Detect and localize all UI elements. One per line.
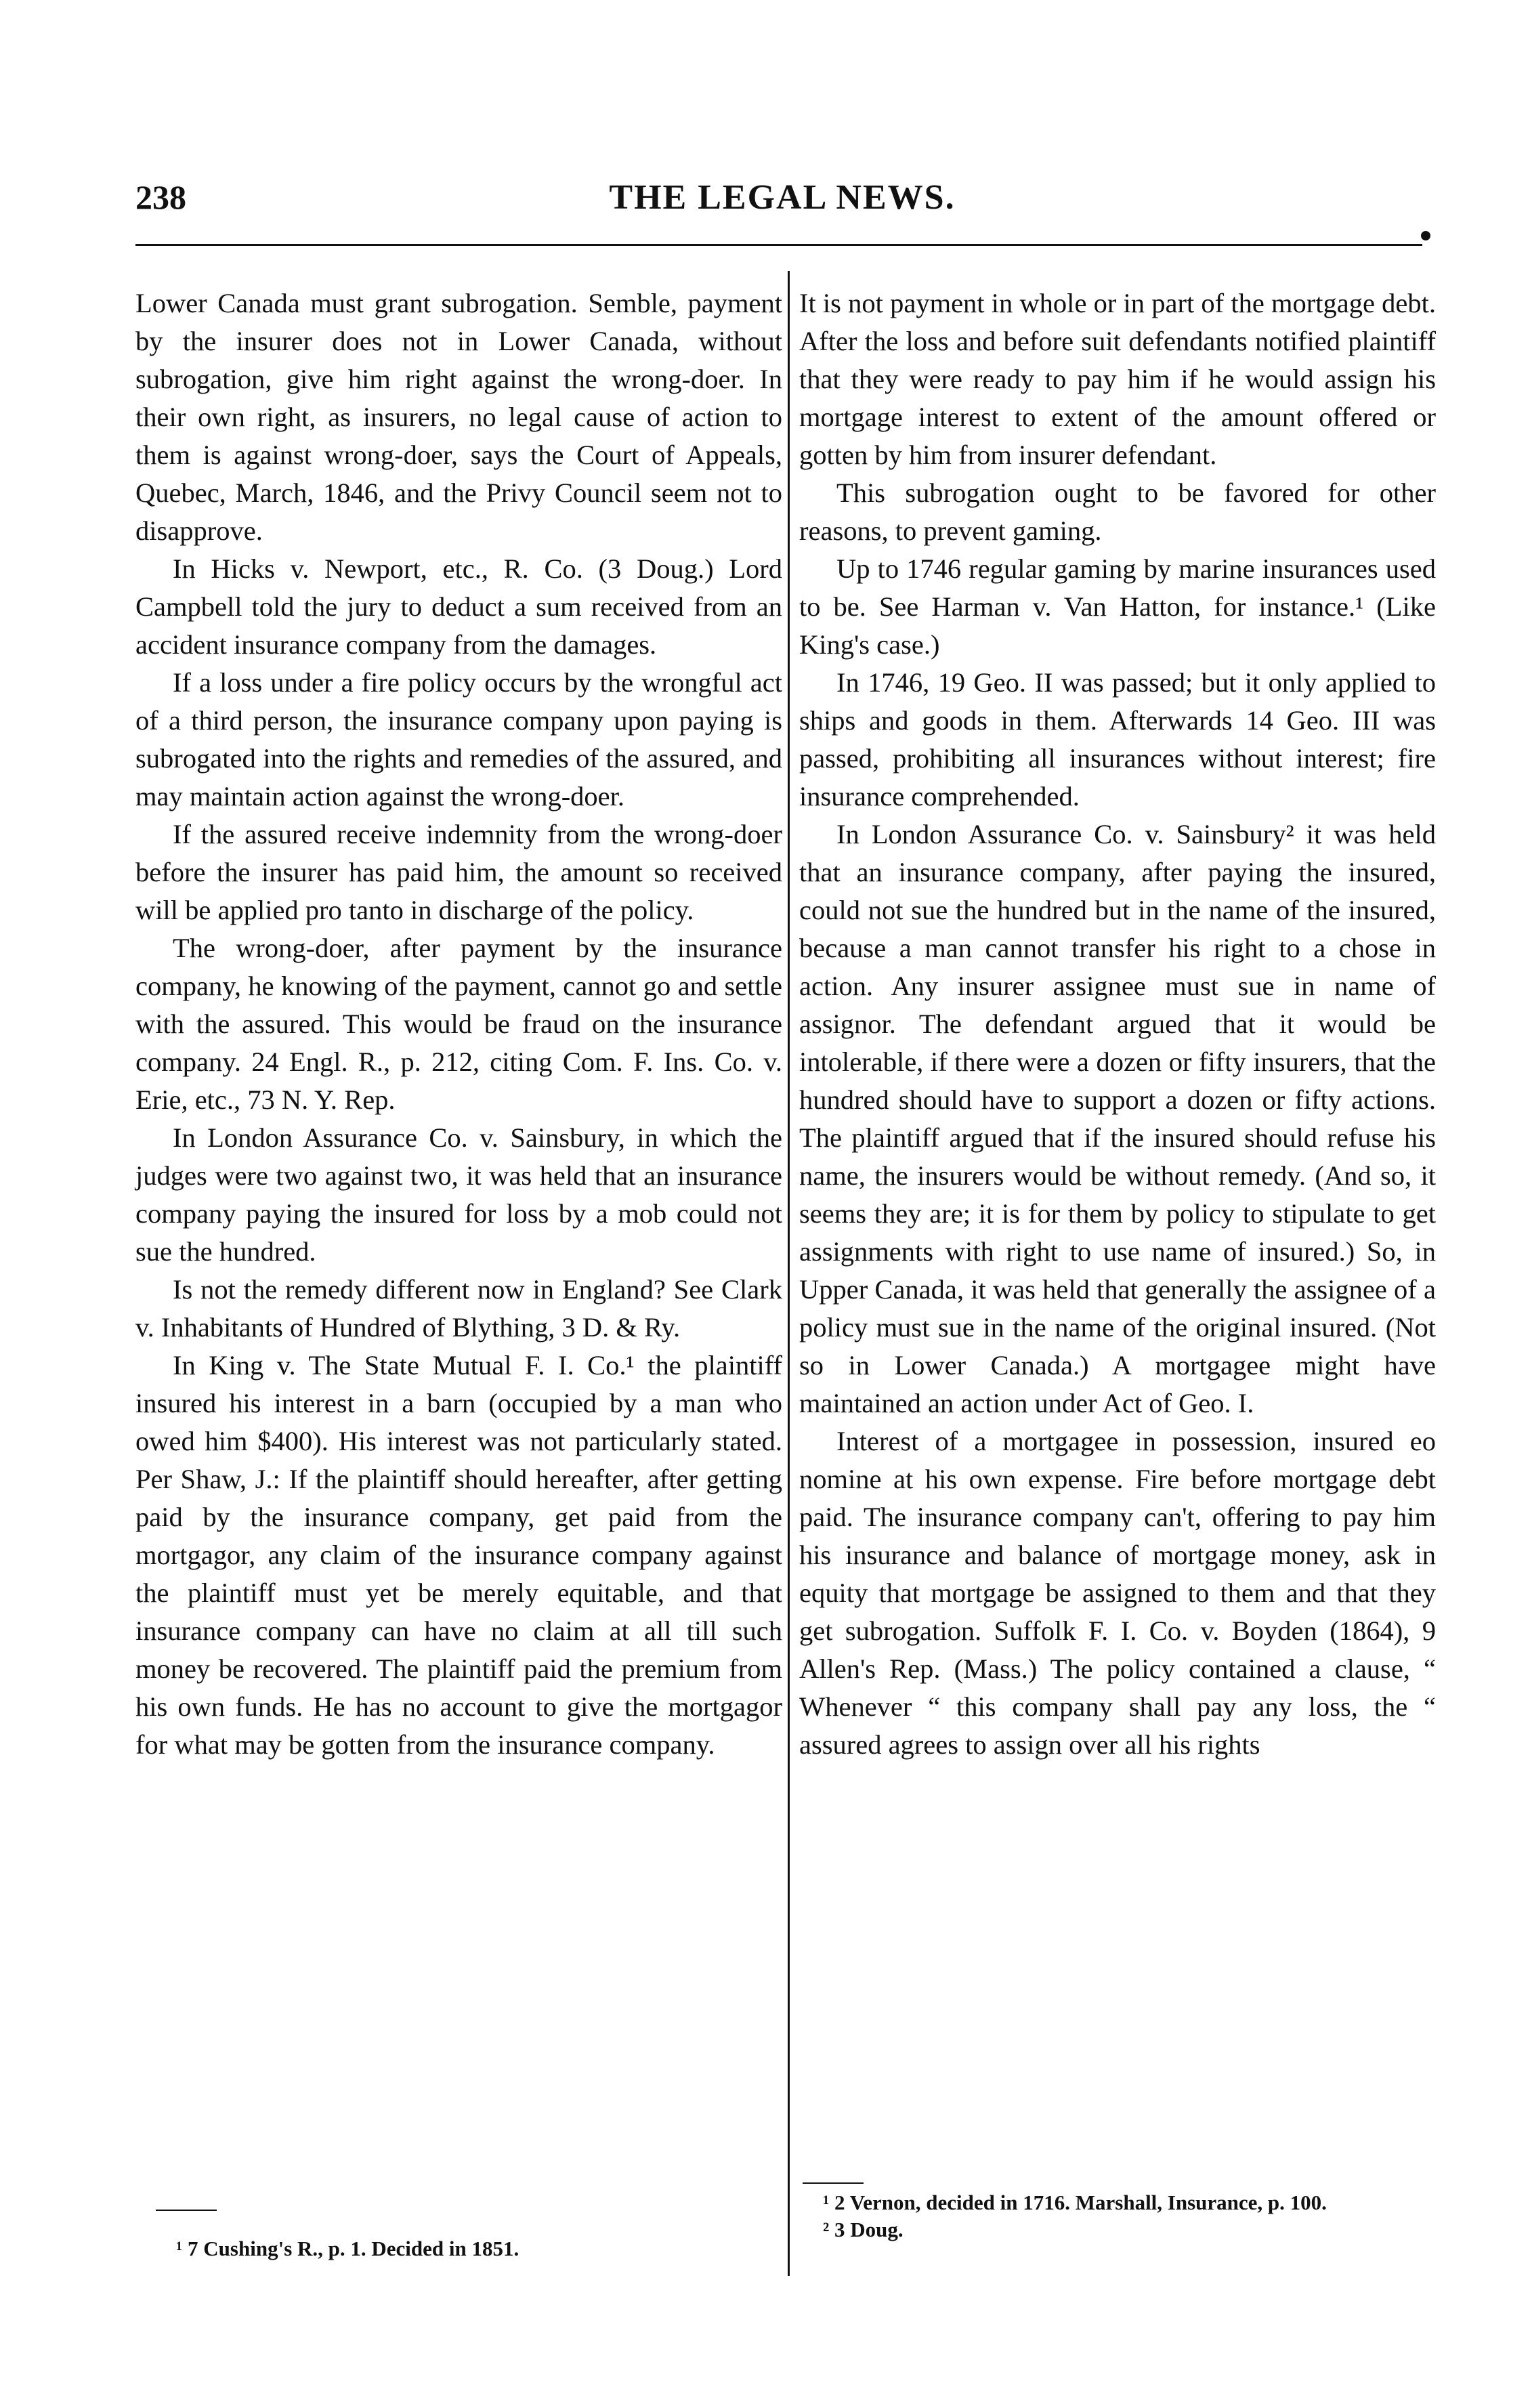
running-title: THE LEGAL NEWS. — [609, 178, 956, 217]
paragraph: In London Assurance Co. v. Sainsbury, in which the judges were two against two, it was held that an insurance company paying the insured for loss by a mob could not sue the hundred. — [135, 1122, 782, 1267]
footnotes-left — [176, 2235, 718, 2262]
page-number: 238 — [135, 178, 186, 216]
page-header — [135, 177, 1429, 232]
footnote: ¹ 2 Vernon, decided in 1716. Marshall, Insurance, p. 100. — [823, 2191, 1327, 2214]
footnote: ² 3 Doug. — [823, 2218, 904, 2241]
footnotes-right — [803, 2189, 1432, 2243]
header-rule — [135, 244, 1422, 246]
paragraph: In London Assurance Co. v. Sainsbury² it was held that an insurance company, after paying the insured, could not sue the hundred but in the name of the insured, because a man cannot transfer his right to a chose in action. Any insurer assignee must sue in name of assignor. The defendant argued that it would be intolerable, if there were a dozen or fifty insurers, that the hundred should have to support a dozen or fifty actions. The plaintiff argued that if the insured should refuse his name, the insurers would be without remedy. (And so, it seems they are; it is for them by policy to stipulate to get assignments with right to use name of insured.) So, in Upper Canada, it was held that generally the assignee of a policy must sue in the name of the original insured. (Not so in Lower Canada.) A mortgagee might have maintained an action under Act of Geo. I. — [799, 819, 1436, 1418]
column-divider — [788, 271, 790, 2276]
paragraph: It is not payment in whole or in part of the mortgage debt. After the loss and before suit defendants notified plaintiff that they were ready to pay him if he would assign his mortgage interest to extent of the amount offered or gotten by him from insurer defendant. — [799, 288, 1436, 470]
paragraph: In King v. The State Mutual F. I. Co.¹ the plaintiff insured his interest in a barn (occupied by a man who owed him $400). His interest was not particularly stated. Per Shaw, J.: If the plaintiff should hereafter, after getting paid by the insurance company, get paid from the mortgagor, any claim of the insurance company against the plaintiff must yet be merely equitable, and that insurance company can have no claim at all till such money be recovered. The plaintiff paid the premium from his own funds. He has no account to give the mortgagor for what may be gotten from the insurance company. — [135, 1350, 782, 1760]
paragraph: If a loss under a fire policy occurs by the wrongful act of a third person, the insurance company upon paying is subrogated into the rights and remedies of the assured, and may maintain action against the wrong-doer. — [135, 667, 782, 811]
paragraph: Interest of a mortgagee in possession, insured eo nomine at his own expense. Fire before mortgage debt paid. The insurance company can't, offering to pay him his insurance and balance of mortgage money, ask in equity that mortgage be assigned to them and that they get subrogation. Suffolk F. I. Co. v. Boyden (1864), 9 Allen's Rep. (Mass.) The policy contained a clause, “ Whenever “ this company shall pay any loss, the “ assured agrees to assign over all his rights — [799, 1426, 1436, 1760]
footnote-rule-left — [156, 2210, 217, 2211]
footnote-rule-right — [803, 2182, 864, 2184]
paragraph: This subrogation ought to be favored for other reasons, to prevent gaming. — [799, 478, 1436, 546]
paragraph: Is not the remedy different now in England? See Clark v. Inhabitants of Hundred of Blything, 3 D. & Ry. — [135, 1274, 782, 1343]
paragraph: In 1746, 19 Geo. II was passed; but it only applied to ships and goods in them. Afterwards 14 Geo. III was passed, prohibiting all insurances without interest; fire insurance comprehended. — [799, 667, 1436, 811]
paragraph: In Hicks v. Newport, etc., R. Co. (3 Doug.) Lord Campbell told the jury to deduct a sum received from an accident insurance company from the damages. — [135, 553, 782, 660]
paragraph: If the assured receive indemnity from the wrong-doer before the insurer has paid him, the amount so received will be applied pro tanto in discharge of the policy. — [135, 819, 782, 925]
paragraph: Lower Canada must grant subrogation. Semble, payment by the insurer does not in Lower Canada, without subrogation, give him right against the wrong-doer. In their own right, as insurers, no legal cause of action to them is against wrong-doer, says the Court of Appeals, Quebec, March, 1846, and the Privy Council seem not to disapprove. — [135, 288, 782, 546]
paragraph: Up to 1746 regular gaming by marine insurances used to be. See Harman v. Van Hatton, for instance.¹ (Like King's case.) — [799, 553, 1436, 660]
rule-dot — [1421, 231, 1430, 240]
footnote: ¹ 7 Cushing's R., p. 1. Decided in 1851. — [176, 2237, 519, 2260]
left-column — [135, 284, 782, 1764]
paragraph: The wrong-doer, after payment by the insurance company, he knowing of the payment, cannot go and settle with the assured. This would be fraud on the insurance company. 24 Engl. R., p. 212, citing Com. F. Ins. Co. v. Erie, etc., 73 N. Y. Rep. — [135, 933, 782, 1115]
right-column — [799, 284, 1436, 1764]
